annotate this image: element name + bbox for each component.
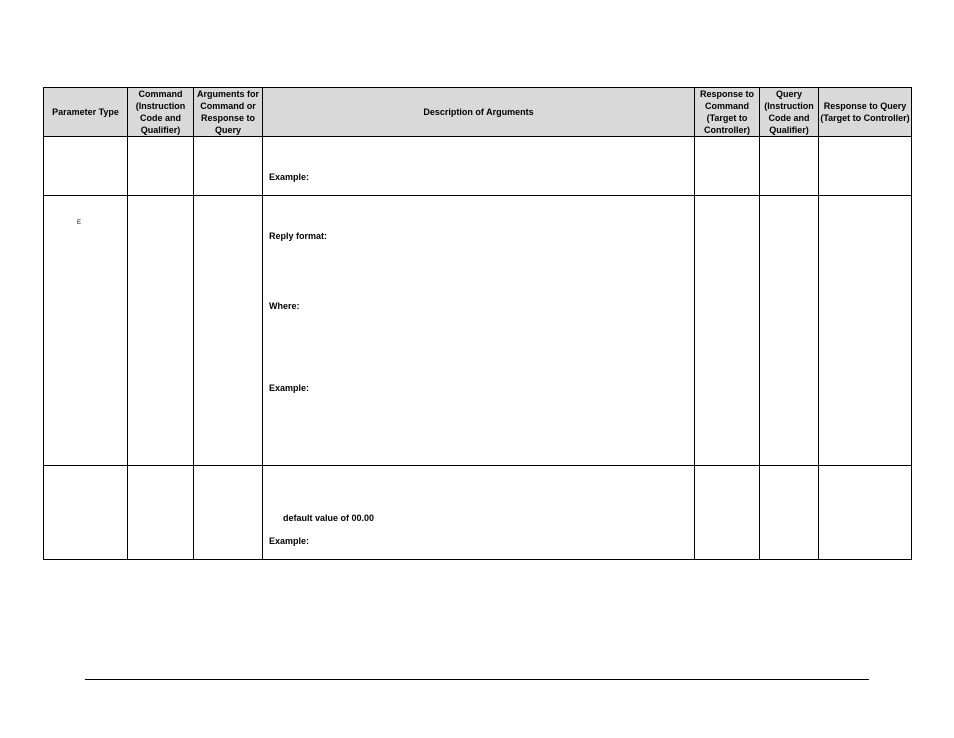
cell-parameter-type <box>44 466 128 560</box>
cell-description <box>263 196 695 466</box>
cell-response-to-command <box>695 196 760 466</box>
parameter-mark: E <box>77 220 82 226</box>
cell-query <box>760 196 819 466</box>
header-row <box>44 88 912 137</box>
header-query: Query (Instruction Code and Qualifier) <box>760 88 819 137</box>
cell-response-to-command <box>695 466 760 560</box>
cell-command <box>128 466 194 560</box>
cell-arguments <box>194 137 263 196</box>
cell-query <box>760 137 819 196</box>
cell-description <box>263 137 695 196</box>
header-response-to-command: Response to Command (Target to Controller) <box>695 88 760 137</box>
header-response-to-query: Response to Query (Target to Controller) <box>819 88 912 137</box>
cell-arguments <box>194 466 263 560</box>
header-command: Command (Instruction Code and Qualifier) <box>128 88 194 137</box>
header-description: Description of Arguments <box>263 88 695 137</box>
header-arguments: Arguments for Command or Response to Query <box>194 88 263 137</box>
default-value-text: default value of 00.00 <box>283 513 375 523</box>
cell-parameter-type <box>44 137 128 196</box>
reply-format-label: Reply format: <box>269 231 328 241</box>
cell-description <box>263 466 695 560</box>
cell-command <box>128 137 194 196</box>
cell-arguments <box>194 196 263 466</box>
cell-command <box>128 196 194 466</box>
example-label: Example: <box>269 536 310 546</box>
command-table <box>43 87 912 560</box>
header-parameter-type: Parameter Type <box>44 88 128 137</box>
cell-response-to-query <box>819 137 912 196</box>
cell-query <box>760 466 819 560</box>
table-row <box>44 466 912 560</box>
example-label: Example: <box>269 172 310 182</box>
where-label: Where: <box>269 301 300 311</box>
cell-response-to-query <box>819 196 912 466</box>
table-row <box>44 196 912 466</box>
cell-response-to-command <box>695 137 760 196</box>
cell-parameter-type <box>44 196 128 466</box>
footer-divider <box>85 679 869 680</box>
example-label: Example: <box>269 383 310 393</box>
table-row <box>44 137 912 196</box>
cell-response-to-query <box>819 466 912 560</box>
